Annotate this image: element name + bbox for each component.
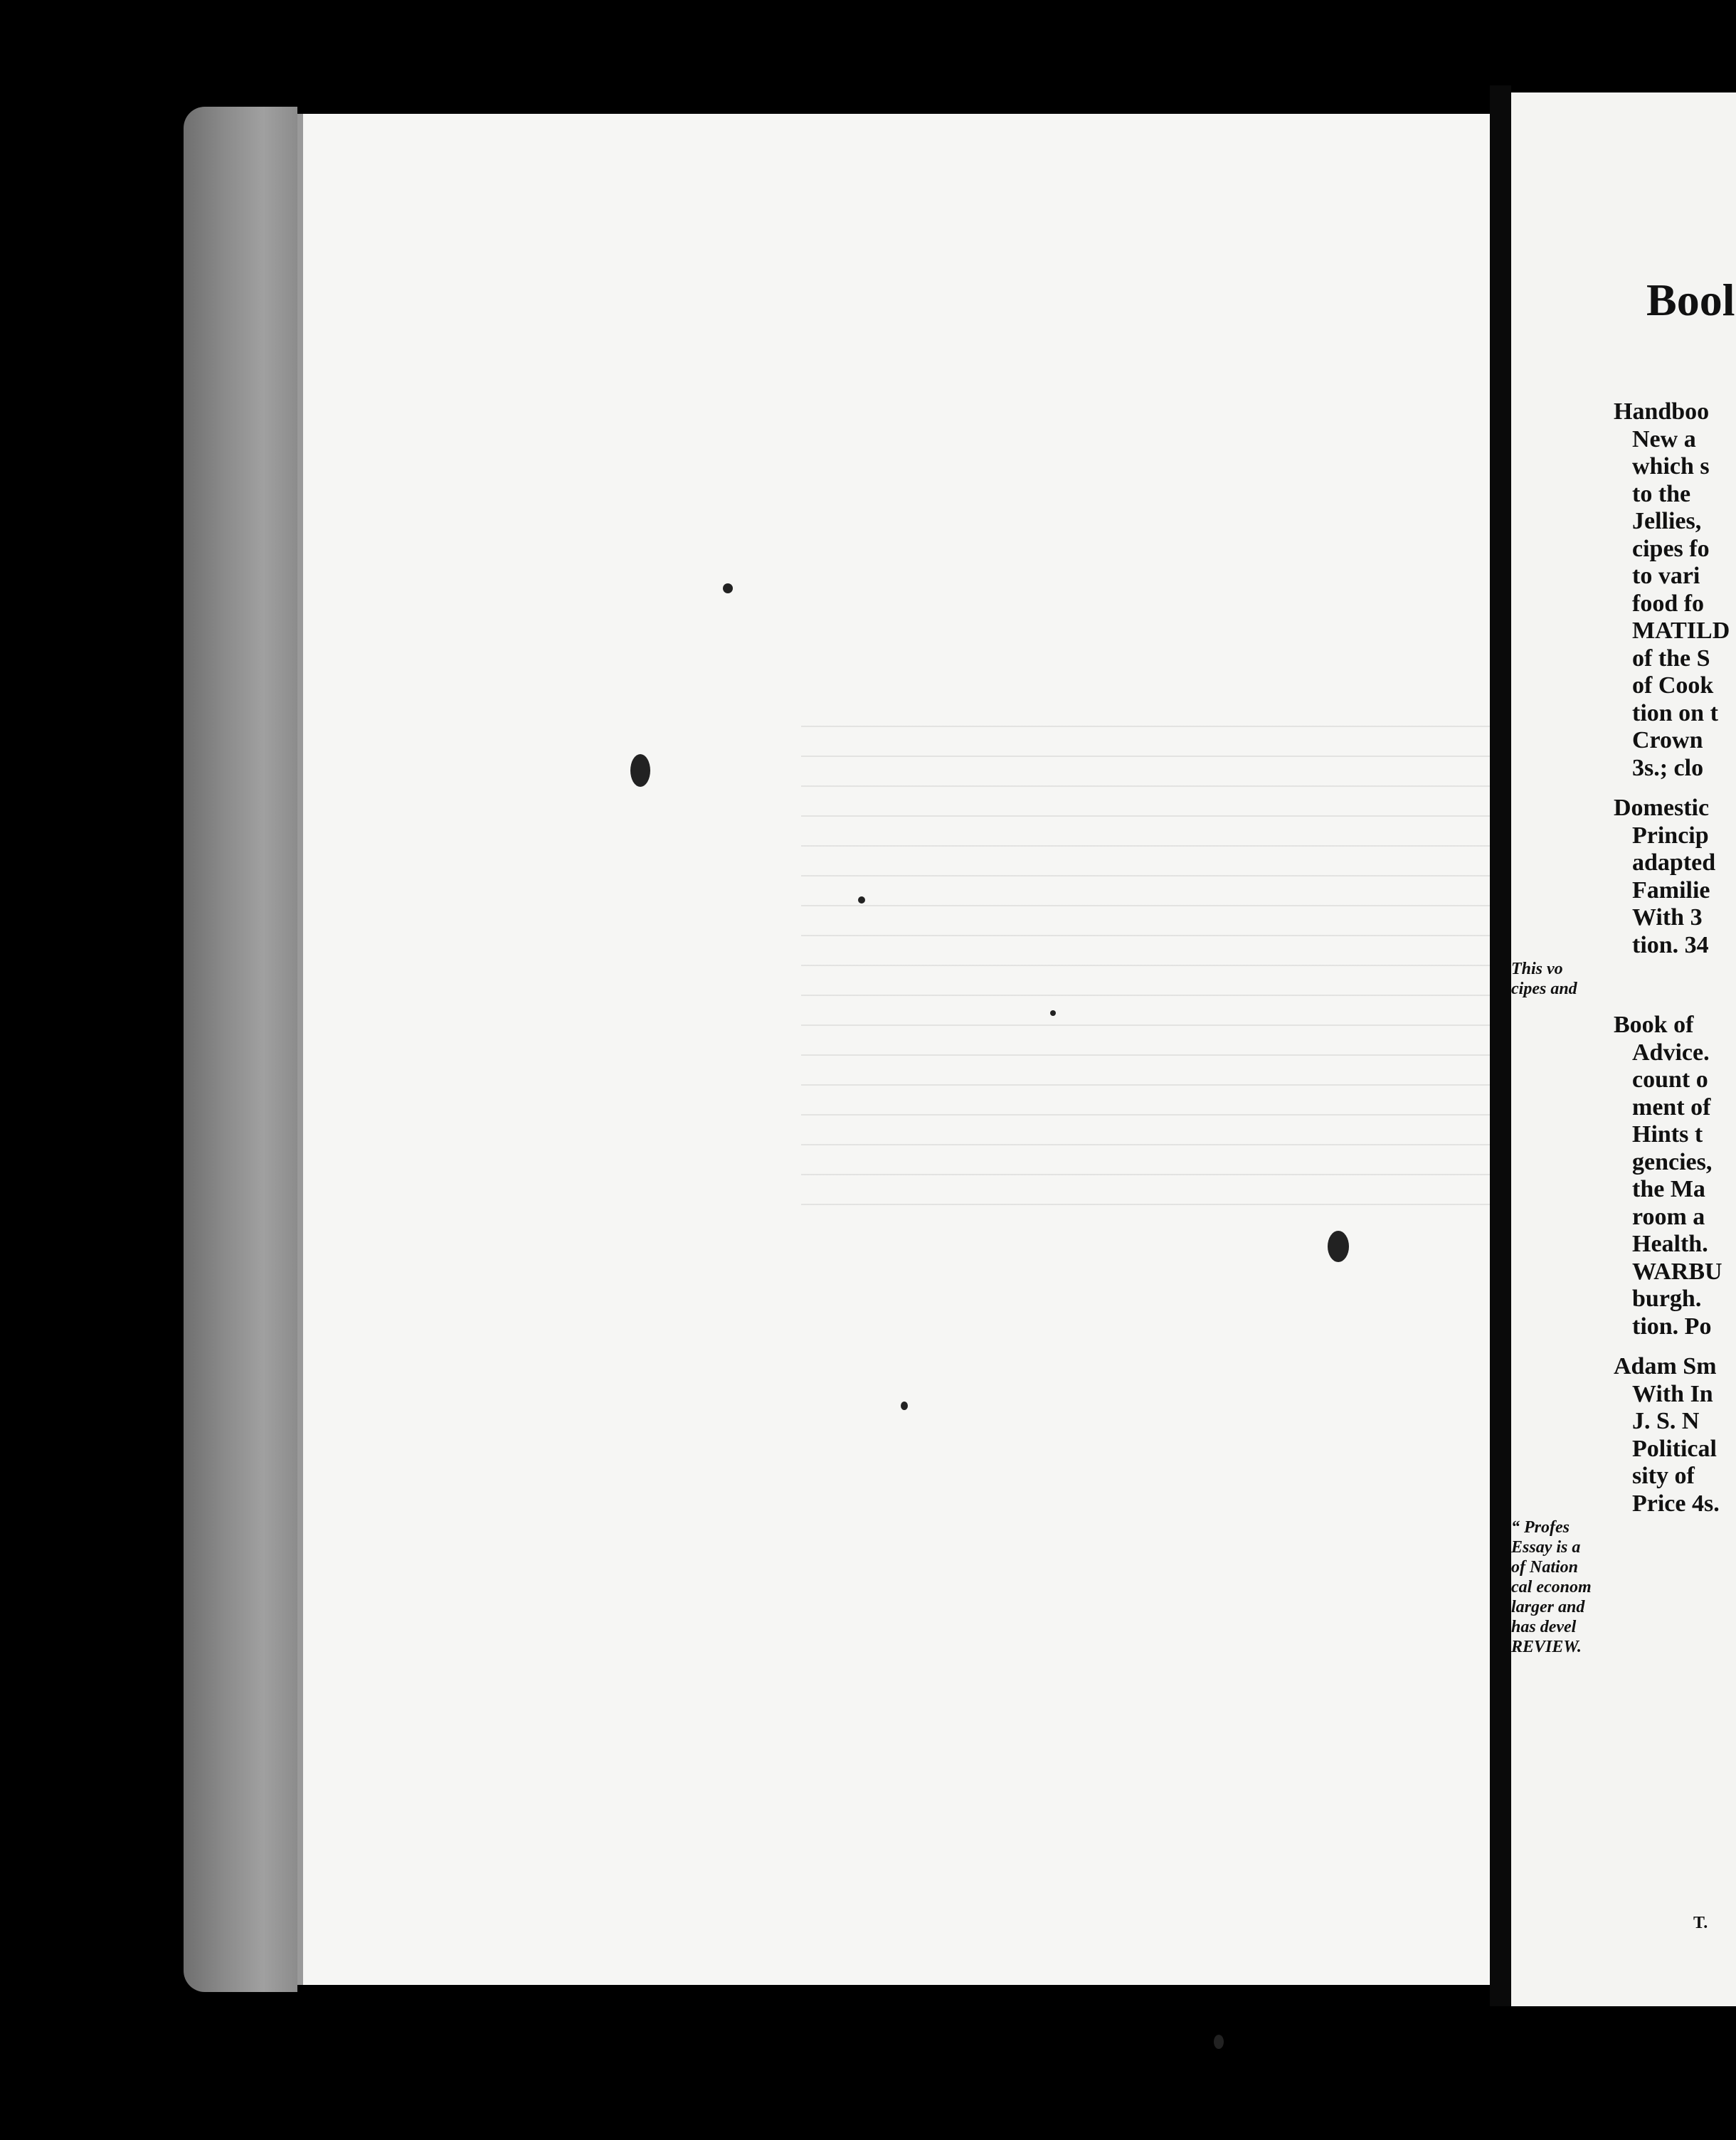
text-line: cipes and <box>1511 980 1577 998</box>
text-line: 3s.; clo <box>1632 754 1704 781</box>
text-line: larger and <box>1511 1598 1585 1616</box>
text-line: has devel <box>1511 1618 1577 1636</box>
text-line: cipes fo <box>1632 535 1710 562</box>
right-page-footer: T. <box>1693 1914 1708 1932</box>
text-line: Adam Sm <box>1614 1353 1717 1379</box>
text-line: This vo <box>1511 960 1563 978</box>
text-line: cal econom <box>1511 1578 1592 1596</box>
text-line: of the S <box>1632 645 1710 672</box>
text-line: Book of <box>1614 1012 1694 1038</box>
text-line: WARBU <box>1632 1258 1722 1285</box>
text-line: Essay is a <box>1511 1538 1581 1557</box>
text-line: which s <box>1632 453 1710 480</box>
page-gutter <box>1490 85 1511 2006</box>
text-line: of Cook <box>1632 672 1714 699</box>
text-line: Price 4s. <box>1632 1490 1720 1517</box>
text-line: sity of <box>1632 1463 1695 1489</box>
text-line: Familie <box>1632 876 1710 904</box>
text-line: tion. Po <box>1632 1313 1712 1340</box>
text-line: With In <box>1632 1380 1713 1407</box>
left-blank-page <box>297 114 1496 1985</box>
text-line: Princip <box>1632 822 1709 849</box>
ink-speck <box>858 896 865 904</box>
right-page-title: Bool <box>1646 275 1735 325</box>
right-page-text-column <box>1511 398 1736 1657</box>
text-line: With 3 <box>1632 904 1703 931</box>
text-line: the Ma <box>1632 1176 1705 1202</box>
text-line: to vari <box>1632 563 1700 589</box>
ink-speck <box>901 1402 908 1410</box>
text-line: J. S. N <box>1632 1408 1700 1434</box>
text-line: Advice. <box>1632 1039 1710 1066</box>
text-line: “ Profes <box>1511 1518 1570 1537</box>
ink-speck <box>1214 2035 1224 2049</box>
book-spine-edge <box>184 107 297 1992</box>
text-line: Crown <box>1632 727 1703 753</box>
text-line <box>1511 999 1736 1012</box>
text-line <box>1511 782 1736 795</box>
text-line: Political <box>1632 1435 1717 1462</box>
text-line: REVIEW. <box>1511 1638 1582 1656</box>
text-line: tion on t <box>1632 699 1718 726</box>
ink-speck <box>1328 1231 1349 1262</box>
text-line: tion. 34 <box>1632 931 1709 958</box>
right-page <box>1511 92 1736 2006</box>
text-line: Jellies, <box>1632 508 1702 534</box>
text-line: MATILD <box>1632 618 1730 644</box>
text-line: Health. <box>1632 1231 1708 1257</box>
text-line: to the <box>1632 480 1691 507</box>
ink-speck <box>630 754 650 787</box>
text-line: ment of <box>1632 1093 1711 1121</box>
text-line <box>1511 1340 1736 1353</box>
ink-speck <box>1050 1010 1056 1016</box>
text-line: burgh. <box>1632 1286 1702 1312</box>
text-line: of Nation <box>1511 1558 1579 1577</box>
text-line: gencies, <box>1632 1148 1713 1175</box>
text-line: count o <box>1632 1066 1708 1093</box>
text-line: Domestic <box>1614 795 1710 821</box>
ink-speck <box>723 583 733 593</box>
text-line: Handboo <box>1614 398 1710 425</box>
text-line: adapted <box>1632 849 1716 876</box>
text-line: food fo <box>1632 590 1705 617</box>
text-line: room a <box>1632 1203 1705 1230</box>
text-line: Hints t <box>1632 1121 1703 1148</box>
text-line: New a <box>1632 425 1696 452</box>
